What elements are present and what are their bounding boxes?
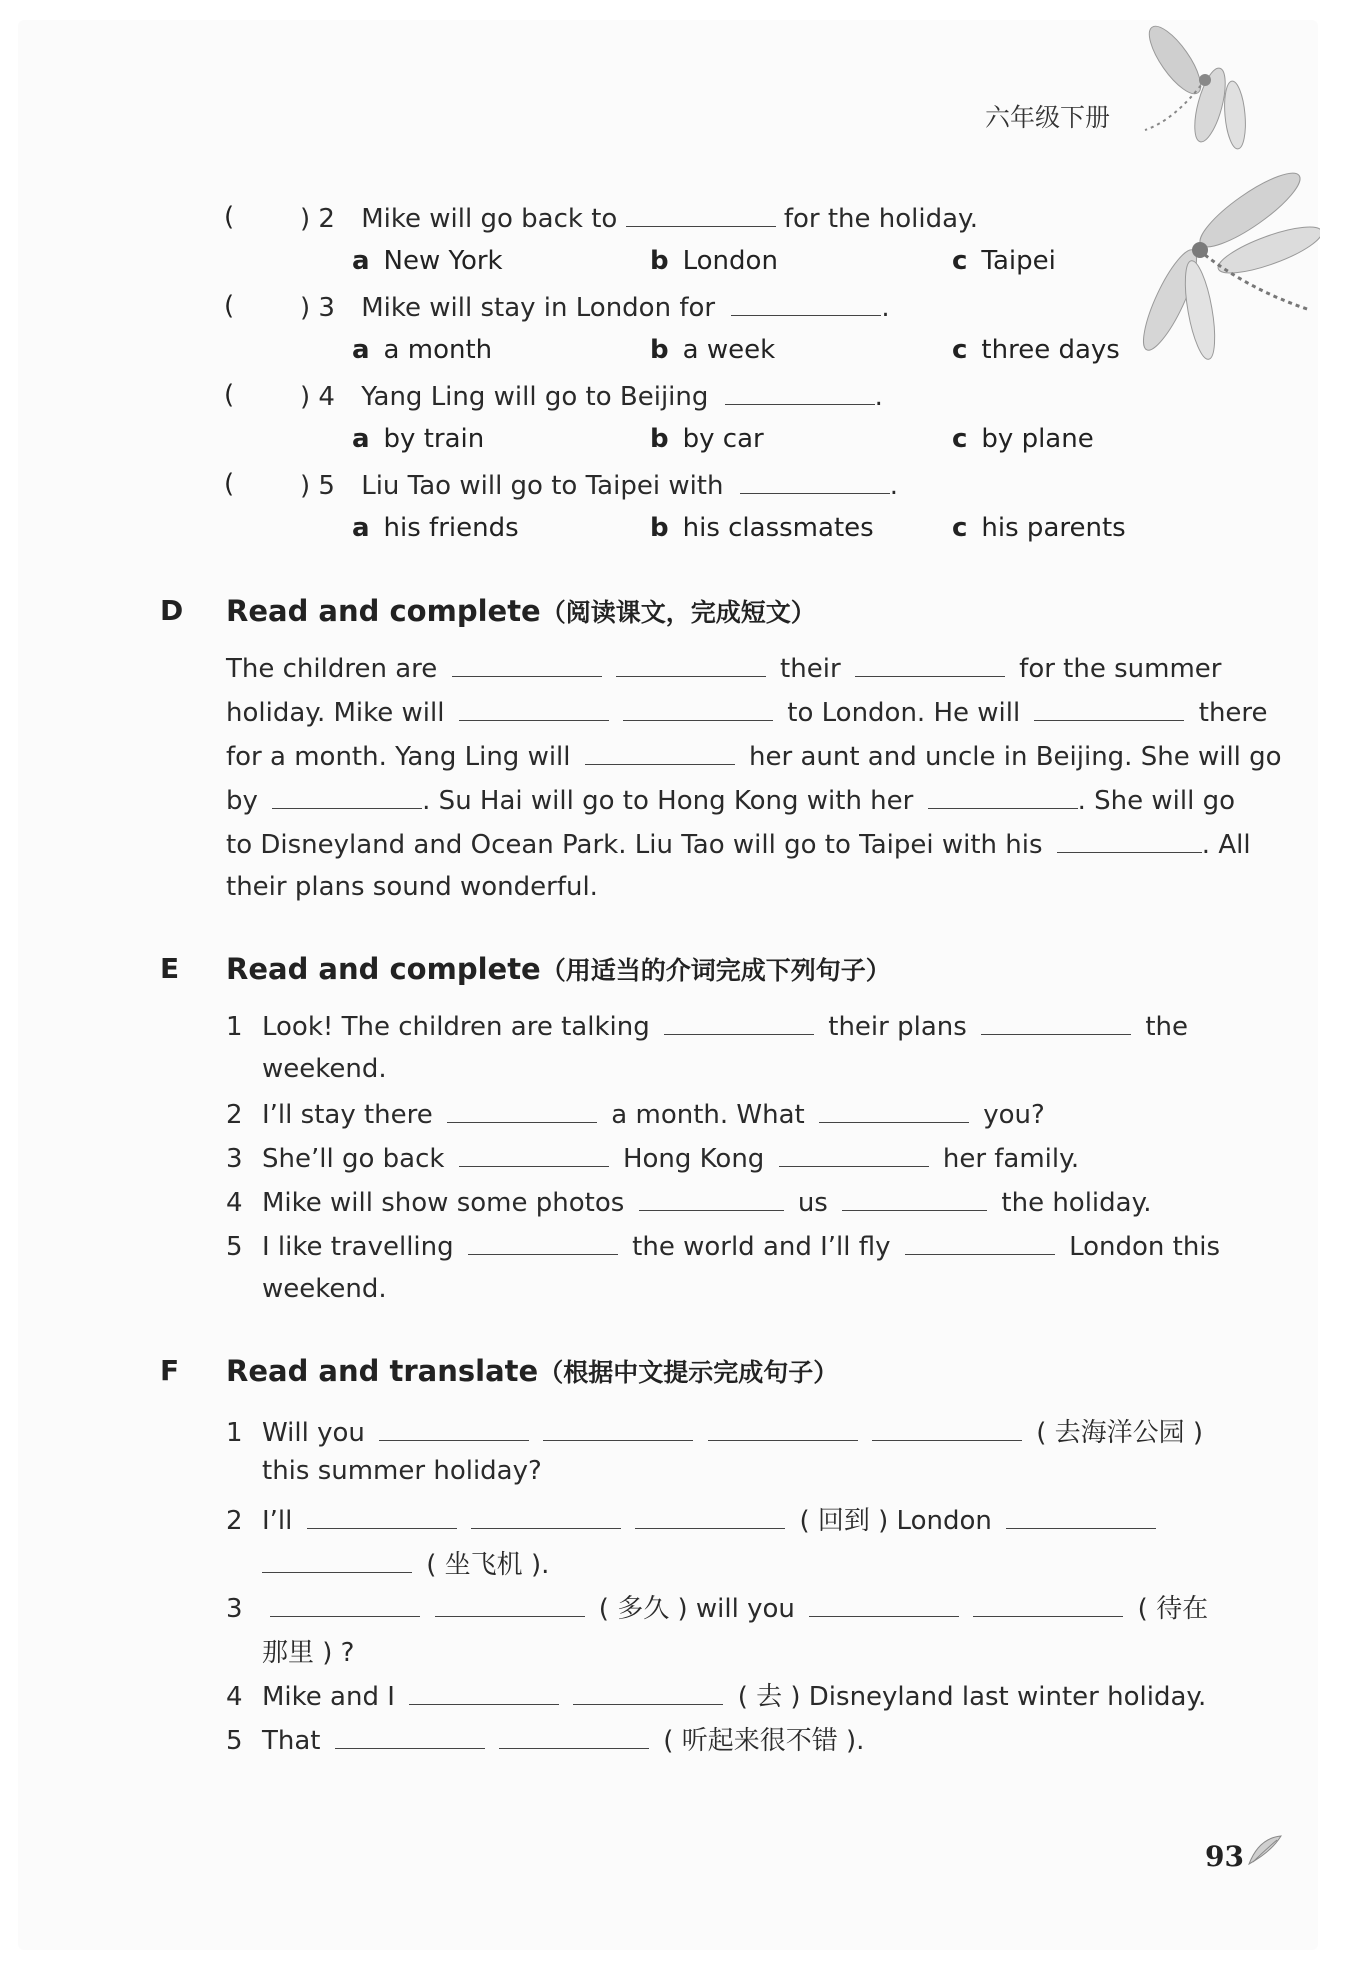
answer-blank[interactable] bbox=[435, 1592, 585, 1617]
answer-blank[interactable] bbox=[459, 696, 609, 721]
option-a[interactable]: a by train bbox=[352, 424, 485, 454]
answer-blank[interactable] bbox=[809, 1592, 959, 1617]
answer-blank[interactable] bbox=[447, 1098, 597, 1123]
page-number: 93 bbox=[1205, 1840, 1244, 1873]
option-c[interactable]: c three days bbox=[952, 335, 1120, 365]
paragraph-line: for a month. Yang Ling will her aunt and uncle in Beijing. She will go bbox=[226, 742, 1282, 772]
answer-blank[interactable] bbox=[452, 652, 602, 677]
answer-blank[interactable] bbox=[639, 1186, 784, 1211]
exercise-item: 5 I like travelling the world and I’ll fly London this bbox=[226, 1232, 1221, 1262]
answer-blank[interactable] bbox=[779, 1142, 929, 1167]
answer-blank[interactable] bbox=[471, 1504, 621, 1529]
answer-blank[interactable] bbox=[543, 1416, 693, 1441]
answer-blank[interactable] bbox=[928, 784, 1078, 809]
dragonfly-top-icon bbox=[1135, 20, 1255, 170]
exercise-item-cont: weekend. bbox=[262, 1054, 387, 1084]
question-text: Yang Ling will go to Beijing bbox=[361, 382, 709, 412]
paragraph-line: their plans sound wonderful. bbox=[226, 872, 598, 902]
exercise-item: 4 Mike will show some photos us the holiday. bbox=[226, 1188, 1152, 1218]
answer-blank[interactable] bbox=[1034, 696, 1184, 721]
exercise-item: 4 Mike and I ( 去 ) Disneyland last winter holiday. bbox=[226, 1682, 1207, 1712]
option-b[interactable]: b his classmates bbox=[650, 513, 874, 543]
answer-blank[interactable] bbox=[725, 380, 875, 405]
exercise-item: 3 ( 多久 ) will you ( 待在 bbox=[226, 1594, 1209, 1624]
exercise-item: 1 Look! The children are talking their plans the bbox=[226, 1012, 1188, 1042]
option-b[interactable]: b by car bbox=[650, 424, 764, 454]
exercise-item: 3 She’ll go back Hong Kong her family. bbox=[226, 1144, 1080, 1174]
question-text: for the holiday. bbox=[783, 204, 978, 234]
answer-blank[interactable] bbox=[973, 1592, 1123, 1617]
answer-blank[interactable] bbox=[635, 1504, 785, 1529]
question-2 bbox=[300, 202, 978, 234]
answer-blank[interactable] bbox=[499, 1724, 649, 1749]
answer-blank[interactable] bbox=[708, 1416, 858, 1441]
answer-blank[interactable] bbox=[1006, 1504, 1156, 1529]
exercise-item: 5 That ( 听起来很不错 ). bbox=[226, 1726, 865, 1756]
answer-blank[interactable] bbox=[623, 696, 773, 721]
section-title: Read and complete（用适当的介词完成下列句子） bbox=[226, 952, 891, 986]
answer-blank[interactable] bbox=[379, 1416, 529, 1441]
answer-paren: ( bbox=[224, 380, 235, 410]
section-letter: F bbox=[160, 1354, 180, 1387]
answer-blank[interactable] bbox=[468, 1230, 618, 1255]
question-4: ) 4 Yang Ling will go to Beijing . bbox=[300, 382, 883, 412]
paragraph-line: The children are their for the summer bbox=[226, 654, 1222, 684]
option-b[interactable]: b a week bbox=[650, 335, 776, 365]
answer-blank[interactable] bbox=[573, 1680, 723, 1705]
answer-blank[interactable] bbox=[459, 1142, 609, 1167]
section-letter: D bbox=[160, 594, 184, 627]
option-c[interactable]: c by plane bbox=[952, 424, 1094, 454]
answer-blank[interactable] bbox=[307, 1504, 457, 1529]
option-c[interactable]: c his parents bbox=[952, 513, 1126, 543]
answer-blank[interactable] bbox=[664, 1010, 814, 1035]
exercise-item-cont: 那里 ) ? bbox=[262, 1638, 355, 1668]
paragraph-line: by . Su Hai will go to Hong Kong with her . She will go bbox=[226, 786, 1236, 816]
question-text: Mike will stay in London for bbox=[361, 293, 716, 323]
exercise-item: 2 I’ll stay there a month. What you? bbox=[226, 1100, 1045, 1130]
answer-paren: ( bbox=[224, 469, 235, 499]
exercise-item: 1 Will you ( 去海洋公园 ) bbox=[226, 1418, 1204, 1448]
answer-blank[interactable] bbox=[819, 1098, 969, 1123]
answer-blank[interactable] bbox=[905, 1230, 1055, 1255]
answer-blank[interactable] bbox=[270, 1592, 420, 1617]
question-number: ) 3 bbox=[300, 293, 335, 323]
question-number: ) 4 bbox=[300, 382, 335, 412]
dragonfly-side-icon bbox=[1130, 150, 1320, 370]
question-text: Liu Tao will go to Taipei with bbox=[361, 471, 724, 501]
exercise-item-cont: this summer holiday? bbox=[262, 1456, 542, 1486]
answer-blank[interactable] bbox=[740, 469, 890, 494]
grade-label: 六年级下册 bbox=[985, 103, 1111, 132]
answer-blank[interactable] bbox=[872, 1416, 1022, 1441]
answer-blank[interactable] bbox=[335, 1724, 485, 1749]
answer-blank[interactable] bbox=[1057, 828, 1202, 853]
answer-blank[interactable] bbox=[272, 784, 422, 809]
question-5: ) 5 Liu Tao will go to Taipei with . bbox=[300, 471, 899, 501]
leaf-icon bbox=[1245, 1832, 1285, 1868]
answer-blank[interactable] bbox=[981, 1010, 1131, 1035]
answer-blank[interactable] bbox=[731, 291, 881, 316]
answer-blank[interactable] bbox=[842, 1186, 987, 1211]
exercise-item-cont: ( 坐飞机 ). bbox=[262, 1544, 549, 1581]
option-a[interactable]: a New York bbox=[352, 246, 503, 276]
answer-paren: ( bbox=[224, 291, 235, 321]
answer-blank[interactable] bbox=[262, 1548, 412, 1573]
section-title: Read and complete（阅读课文，完成短文） bbox=[226, 594, 816, 628]
paragraph-line: to Disneyland and Ocean Park. Liu Tao will go to Taipei with his . All bbox=[226, 830, 1251, 860]
answer-blank[interactable] bbox=[409, 1680, 559, 1705]
option-a[interactable]: a a month bbox=[352, 335, 493, 365]
exercise-item: 2 I’ll ( 回到 ) London bbox=[226, 1500, 1156, 1537]
question-number: ) 2 bbox=[300, 204, 335, 234]
answer-blank[interactable] bbox=[616, 652, 766, 677]
option-b[interactable]: b London bbox=[650, 246, 778, 276]
exercise-item-cont: weekend. bbox=[262, 1274, 387, 1304]
option-a[interactable]: a his friends bbox=[352, 513, 519, 543]
answer-blank[interactable] bbox=[585, 740, 735, 765]
question-text: Mike will go back to bbox=[361, 204, 618, 234]
option-c[interactable]: c Taipei bbox=[952, 246, 1056, 276]
answer-paren: ( bbox=[224, 202, 235, 232]
section-letter: E bbox=[160, 952, 180, 985]
question-3: ) 3 Mike will stay in London for . bbox=[300, 293, 890, 323]
answer-blank[interactable] bbox=[626, 202, 776, 227]
section-title: Read and translate（根据中文提示完成句子） bbox=[226, 1354, 839, 1388]
paragraph-line: holiday. Mike will to London. He will there bbox=[226, 698, 1268, 728]
question-number: ) 5 bbox=[300, 471, 335, 501]
answer-blank[interactable] bbox=[855, 652, 1005, 677]
